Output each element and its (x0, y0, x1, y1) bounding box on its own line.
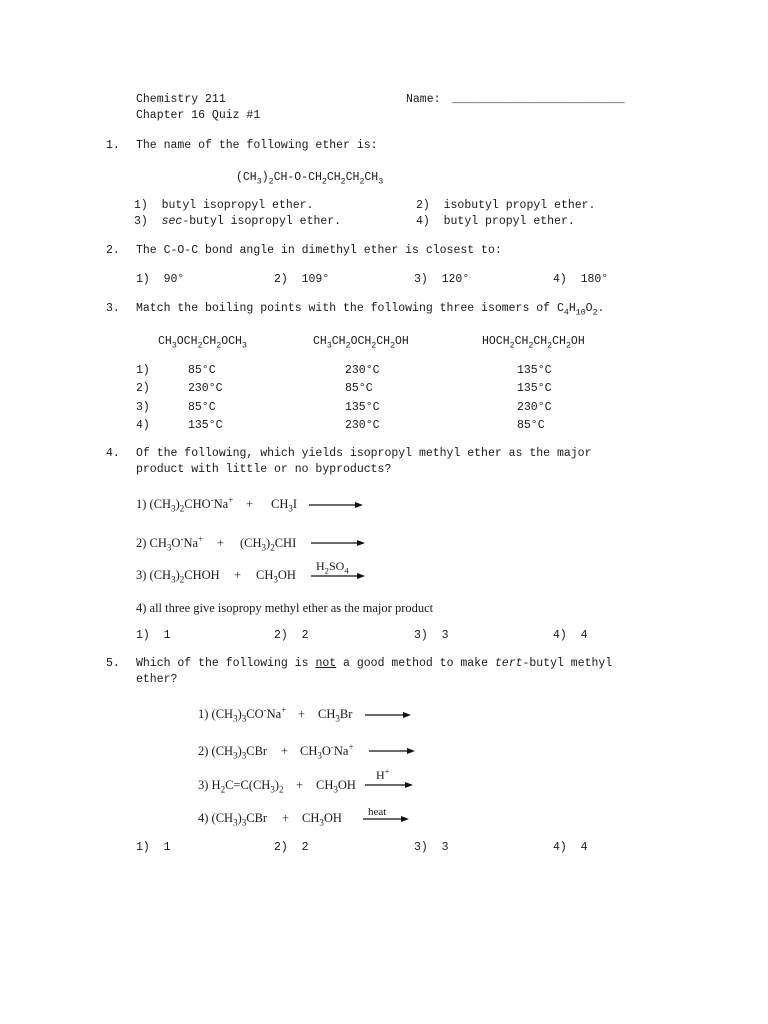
q1-option-3[interactable] (134, 215, 341, 228)
q3-row-1-number[interactable]: 1) (136, 364, 150, 377)
q5-reaction-2: 2) $(CH_3)_3CBr$ (198, 744, 268, 761)
q4-answer-4[interactable]: 4) 4 (553, 629, 588, 642)
q5-reaction-3-plus: + (296, 778, 304, 792)
q4-reaction-2-arrow-icon (310, 537, 366, 549)
q2-option-1-text: 90° (163, 273, 185, 286)
q5-reaction-2-arrow-icon (368, 745, 416, 757)
q5-reaction-4-arrow-icon (362, 813, 410, 825)
q1-option-4-number: 4) (416, 215, 430, 228)
q4-reaction-2-plus: + (217, 536, 225, 550)
q2-text: The C-O-C bond angle in dimethyl ether is closest to: (136, 244, 502, 257)
q3-row-4-col-3: 85°C (517, 419, 545, 432)
q2-option-4-text: 180° (580, 273, 609, 286)
q5-reaction-1: 1) $(CH_3)_3CO^-Na^+$ (198, 704, 287, 724)
q4-reaction-1: 1) $(CH_3)_2CHO^-Na^+$ (136, 494, 234, 514)
q5-reaction-4-condition: heat (368, 806, 387, 818)
q1-option-4-text: butyl propyl ether. (443, 215, 575, 228)
q4-answer-1[interactable]: 1) 1 (136, 629, 171, 642)
q4-reaction-3-plus: + (234, 568, 242, 582)
q2-option-2-text: 109° (301, 273, 330, 286)
q2-option-2[interactable] (274, 273, 329, 286)
q4-reaction-3-catalyst: $H_2SO_4$ (316, 559, 349, 576)
q5-reaction-4-reagent: $CH_3OH$ (302, 811, 342, 828)
q2-option-4[interactable] (553, 273, 608, 286)
q4-reaction-1-reagent: $CH_3I$ (271, 497, 298, 514)
q3-row-3-col-3: 230°C (517, 401, 552, 414)
q3-row-4-col-2: 230°C (345, 419, 380, 432)
q1-option-3-prefix: sec (161, 215, 183, 228)
q4-answer-3[interactable]: 3) 3 (414, 629, 449, 642)
q1-formula: $(CH_3)_2CH-O-CH_2CH_2CH_2CH_3$ (236, 171, 384, 187)
q4-answer-2[interactable]: 2) 2 (274, 629, 309, 642)
q4-reaction-3-arrow-icon (310, 570, 366, 582)
q2-number: 2. (106, 244, 120, 257)
q5-reaction-3: 3) $H_2C=C(CH_3)_2$ (198, 778, 284, 795)
name-blank[interactable]: _________________________ (452, 93, 625, 106)
q5-text-line-1: Which of the following is not a good method to make tert-butyl methyl (136, 657, 613, 670)
q4-option-4: 4) all three give isopropy methyl ether as the major product (136, 601, 434, 615)
quiz-title: Chapter 16 Quiz #1 (136, 109, 261, 122)
q4-text-line-1: Of the following, which yields isopropyl methyl ether as the major (136, 447, 592, 460)
q4-reaction-3-reagent: $CH_3OH$ (256, 568, 296, 585)
q1-option-2-text: isobutyl propyl ether. (443, 199, 596, 212)
q3-row-4-col-1: 135°C (188, 419, 223, 432)
q3-row-2-col-1: 230°C (188, 382, 223, 395)
q2-option-2-number: 2) (274, 273, 288, 286)
q5-reaction-1-reagent: $CH_3Br$ (318, 707, 353, 724)
q4-text-line-2: product with little or no byproducts? (136, 463, 392, 476)
q2-option-1-number: 1) (136, 273, 150, 286)
q3-row-3-col-2: 135°C (345, 401, 380, 414)
name-label: Name: (406, 93, 441, 106)
q4-reaction-1-plus: + (246, 497, 254, 511)
q3-row-1-col-2: 230°C (345, 364, 380, 377)
q1-option-1[interactable] (134, 199, 313, 212)
q5-answer-1[interactable]: 1) 1 (136, 841, 171, 854)
q5-answer-2[interactable]: 2) 2 (274, 841, 309, 854)
q1-option-4[interactable] (416, 215, 575, 228)
q5-reaction-3-reagent: $CH_3OH$ (316, 778, 356, 795)
q4-reaction-3: 3) $(CH_3)_2CHOH$ (136, 568, 220, 585)
q5-number: 5. (106, 657, 120, 670)
q3-row-3-col-1: 85°C (188, 401, 216, 414)
q5-tert: tert (494, 657, 523, 670)
q5-reaction-3-catalyst: H+ (376, 766, 390, 782)
q3-row-1-col-3: 135°C (517, 364, 552, 377)
q1-option-3-text: -butyl isopropyl ether. (182, 215, 342, 228)
q2-option-3-text: 120° (441, 273, 470, 286)
q1-text: The name of the following ether is: (136, 139, 378, 152)
q5-reaction-4: 4) $(CH_3)_3CBr$ (198, 811, 268, 828)
q3-row-2-col-2: 85°C (345, 382, 373, 395)
q5-answer-3[interactable]: 3) 3 (414, 841, 449, 854)
q5-reaction-1-arrow-icon (364, 709, 412, 721)
q1-option-1-text: butyl isopropyl ether. (161, 199, 314, 212)
q2-option-3[interactable] (414, 273, 469, 286)
q3-isomer-3: $HOCH_2CH_2CH_2CH_2OH$ (482, 335, 585, 351)
q2-option-3-number: 3) (414, 273, 428, 286)
q3-number: 3. (106, 302, 120, 315)
q5-reaction-4-plus: + (282, 811, 290, 825)
q1-option-2[interactable] (416, 199, 595, 212)
q3-row-3-number[interactable]: 3) (136, 401, 150, 414)
q1-option-3-number: 3) (134, 215, 148, 228)
q3-row-2-col-3: 135°C (517, 382, 552, 395)
q5-answer-4[interactable]: 4) 4 (553, 841, 588, 854)
q4-reaction-2-reagent: $(CH_3)_2CHI$ (240, 536, 297, 553)
q3-text: Match the boiling points with the following three isomers of $C_4H_{10}O_2$. (136, 302, 605, 318)
q5-reaction-3-arrow-icon (364, 779, 414, 791)
q5-emphasis-not: not (315, 657, 337, 670)
q3-isomer-2: $CH_3CH_2OCH_2CH_2OH$ (313, 335, 409, 351)
q4-reaction-1-arrow-icon (308, 499, 364, 511)
q5-reaction-2-reagent: $CH_3O^-Na^+$ (300, 741, 354, 761)
course-title: Chemistry 211 (136, 93, 226, 106)
q5-text-line-2: ether? (136, 673, 178, 686)
q1-option-2-number: 2) (416, 199, 430, 212)
q4-number: 4. (106, 447, 120, 460)
q3-row-2-number[interactable]: 2) (136, 382, 150, 395)
q1-number: 1. (106, 139, 120, 152)
q2-option-4-number: 4) (553, 273, 567, 286)
q3-isomer-1: $CH_3OCH_2CH_2OCH_3$ (158, 335, 247, 351)
q1-option-1-number: 1) (134, 199, 148, 212)
q5-reaction-2-plus: + (281, 744, 289, 758)
q3-row-1-col-1: 85°C (188, 364, 216, 377)
q4-reaction-2: 2) $CH_3O^-Na^+$ (136, 533, 204, 553)
q5-reaction-1-plus: + (298, 707, 306, 721)
q3-row-4-number[interactable]: 4) (136, 419, 150, 432)
q2-option-1[interactable] (136, 273, 184, 286)
